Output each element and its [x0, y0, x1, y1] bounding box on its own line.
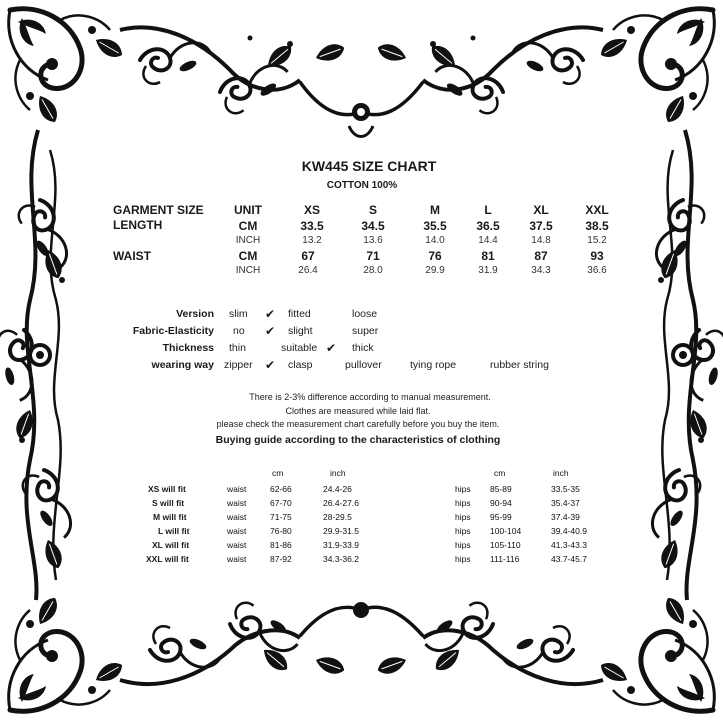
guide-row-waist-cm: 67-70: [270, 498, 292, 508]
guide-row-hips-inch: 41.3-43.3: [551, 540, 587, 550]
size-header-xl: XL: [533, 203, 549, 217]
guide-row-hips-cm: 95-99: [490, 512, 512, 522]
guide-row-hips-cm: 100-104: [490, 526, 522, 536]
waist-inch-m: 29.9: [425, 265, 445, 276]
guide-row-hips-inch: 37.4-39: [551, 512, 580, 522]
note-line-2: Clothes are measured while laid flat.: [285, 406, 431, 416]
attr-version-opt-loose: loose: [352, 308, 378, 320]
waist-inch-unit: INCH: [235, 265, 261, 276]
material-subtitle: COTTON 100%: [326, 180, 398, 191]
size-header-m: M: [430, 203, 440, 217]
guide-row-hips-cm: 85-89: [490, 484, 512, 494]
guide-row-waist-inch: 29.9-31.5: [323, 526, 359, 536]
guide-row-waist-inch: 34.3-36.2: [323, 554, 359, 564]
waist-inch-xs: 26.4: [298, 265, 318, 276]
waist-inch-xxl: 36.6: [587, 265, 607, 276]
attr-elasticity-opt-slight: slight: [288, 325, 313, 337]
waist-label: WAIST: [113, 249, 151, 263]
attr-thickness-opt-suitable: suitable: [281, 342, 318, 354]
waist-cm-unit: CM: [238, 249, 258, 263]
size-header-s: S: [368, 203, 378, 217]
attr-elasticity-opt-super: super: [352, 325, 379, 337]
length-label: LENGTH: [113, 218, 163, 232]
guide-row-hips-label: hips: [455, 554, 471, 564]
waist-inch-xl: 34.3: [531, 265, 551, 276]
attr-thickness-opt-thick: thick: [352, 342, 374, 354]
guide-row-waist-cm: 76-80: [270, 526, 292, 536]
guide-row-waist-cm: 62-66: [270, 484, 292, 494]
guide-row-waist-label: waist: [227, 526, 247, 536]
attr-elasticity-opt-no: no: [233, 325, 245, 337]
attr-thickness-opt-thin: thin: [229, 342, 246, 354]
size-header-xxl: XXL: [585, 203, 609, 217]
guide-row-label: XS will fit: [148, 484, 186, 494]
guide-row-waist-label: waist: [227, 512, 247, 522]
guide-row-hips-label: hips: [455, 540, 471, 550]
waist-cm-s: 71: [366, 249, 380, 263]
size-header-xs: XS: [303, 203, 321, 217]
guide-row-hips-label: hips: [455, 498, 471, 508]
guide-row-hips-cm: 105-110: [490, 540, 521, 550]
waist-cm-l: 81: [481, 249, 495, 263]
page-title: KW445 SIZE CHART: [301, 158, 437, 174]
length-cm-unit: CM: [238, 219, 258, 233]
guide-row-label: L will fit: [158, 526, 190, 536]
guide-row-hips-inch: 33.5-35: [551, 484, 580, 494]
guide-row-waist-cm: 81-86: [270, 540, 292, 550]
guide-row-waist-inch: 24.4-26: [323, 484, 352, 494]
guide-hips-inch-header: inch: [553, 468, 569, 478]
size-header-l: L: [484, 203, 492, 217]
length-inch-s: 13.6: [363, 235, 383, 246]
length-inch-m: 14.0: [425, 235, 445, 246]
check-icon: ✔: [265, 358, 276, 372]
guide-waist-cm-header: cm: [272, 468, 284, 478]
guide-row-label: XL will fit: [152, 540, 190, 550]
waist-inch-l: 31.9: [478, 265, 498, 276]
guide-row-hips-label: hips: [455, 512, 471, 522]
attr-label-wearing-way: wearing way: [151, 359, 214, 371]
guide-row-waist-cm: 87-92: [270, 554, 292, 564]
guide-row-hips-cm: 90-94: [490, 498, 512, 508]
check-icon: ✔: [265, 307, 276, 321]
guide-row-hips-cm: 111-116: [490, 554, 520, 564]
garment-size-label: GARMENT SIZE: [113, 203, 204, 217]
unit-label: UNIT: [234, 203, 262, 217]
guide-row-hips-inch: 35.4-37: [551, 498, 580, 508]
note-line-3: please check the measurement chart carefully before you buy the item.: [216, 419, 500, 429]
guide-row-waist-label: waist: [227, 498, 247, 508]
guide-waist-inch-header: inch: [330, 468, 346, 478]
check-icon: ✔: [326, 341, 337, 355]
length-cm-xl: 37.5: [529, 219, 553, 233]
length-inch-xxl: 15.2: [587, 235, 607, 246]
length-cm-xs: 33.5: [300, 219, 324, 233]
length-inch-xl: 14.8: [531, 235, 551, 246]
guide-row-waist-label: waist: [227, 484, 247, 494]
guide-row-label: XXL will fit: [146, 554, 189, 564]
attr-wearing-opt-rubber-string: rubber string: [490, 359, 549, 371]
guide-row-label: M will fit: [153, 512, 187, 522]
note-line-1: There is 2-3% difference according to manual measurement.: [249, 392, 491, 402]
guide-hips-cm-header: cm: [494, 468, 506, 478]
waist-cm-xxl: 93: [590, 249, 604, 263]
waist-cm-xs: 67: [301, 249, 315, 263]
guide-row-hips-label: hips: [455, 484, 471, 494]
buying-guide-title: Buying guide according to the characteristics of clothing: [215, 434, 501, 446]
length-inch-l: 14.4: [478, 235, 498, 246]
attr-version-opt-slim: slim: [229, 308, 248, 320]
guide-row-hips-inch: 39.4-40.9: [551, 526, 587, 536]
guide-row-hips-inch: 43.7-45.7: [551, 554, 587, 564]
guide-row-waist-inch: 31.9-33.9: [323, 540, 359, 550]
length-cm-xxl: 38.5: [585, 219, 609, 233]
length-inch-unit: INCH: [235, 235, 261, 246]
check-icon: ✔: [265, 324, 276, 338]
attr-wearing-opt-zipper: zipper: [224, 359, 253, 371]
attr-label-version: Version: [176, 308, 214, 320]
length-cm-s: 34.5: [361, 219, 385, 233]
length-inch-xs: 13.2: [302, 235, 322, 246]
guide-row-waist-cm: 71-75: [270, 512, 292, 522]
guide-row-waist-inch: 26.4-27.6: [323, 498, 359, 508]
attr-label-elasticity: Fabric-Elasticity: [132, 325, 214, 337]
guide-row-hips-label: hips: [455, 526, 471, 536]
attr-wearing-opt-tying-rope: tying rope: [410, 359, 457, 371]
guide-row-waist-label: waist: [227, 540, 247, 550]
attr-label-thickness: Thickness: [162, 342, 214, 354]
waist-cm-xl: 87: [534, 249, 548, 263]
guide-row-waist-label: waist: [227, 554, 247, 564]
guide-row-label: S will fit: [152, 498, 185, 508]
guide-row-waist-inch: 28-29.5: [323, 512, 352, 522]
waist-inch-s: 28.0: [363, 265, 383, 276]
attr-wearing-opt-pullover: pullover: [345, 359, 382, 371]
length-cm-l: 36.5: [476, 219, 500, 233]
attr-version-opt-fitted: fitted: [288, 308, 311, 320]
attr-wearing-opt-clasp: clasp: [288, 359, 313, 371]
waist-cm-m: 76: [428, 249, 442, 263]
length-cm-m: 35.5: [423, 219, 447, 233]
